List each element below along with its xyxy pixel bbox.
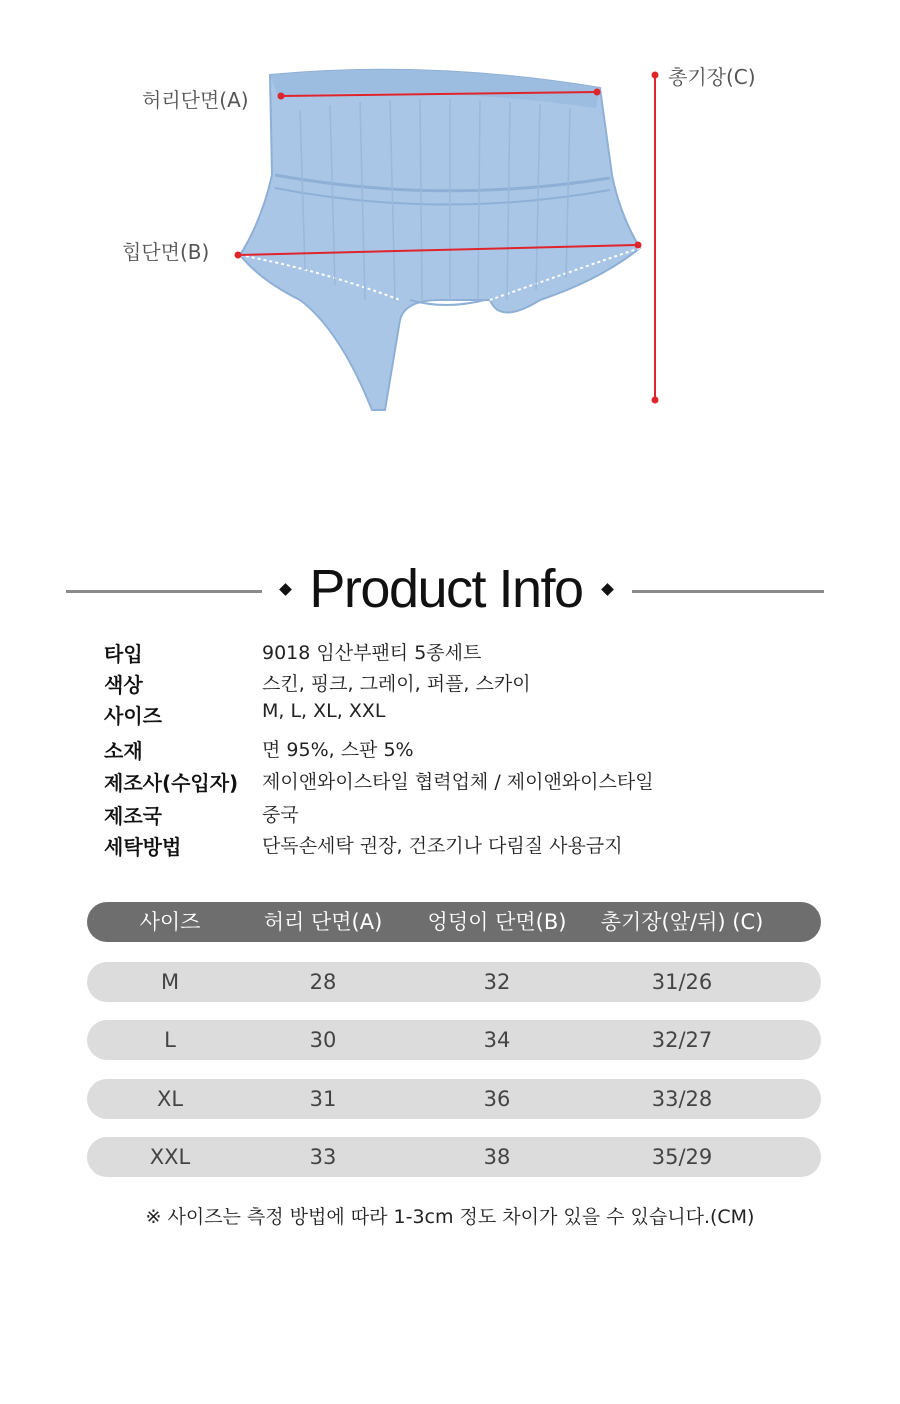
hip-marker-right xyxy=(635,242,642,249)
table-cell: L xyxy=(164,1028,176,1052)
table-cell: XL xyxy=(156,1087,184,1111)
spec-key: 사이즈 xyxy=(104,704,162,728)
header-cell: 총기장(앞/뒤) (C) xyxy=(600,910,764,934)
spec-row-size xyxy=(104,700,804,730)
length-marker-top xyxy=(652,72,659,79)
spec-value: M, L, XL, XXL xyxy=(262,700,386,722)
size-table-header xyxy=(87,902,821,942)
table-cell: XXL xyxy=(149,1145,191,1169)
diamond-icon xyxy=(279,583,292,596)
spec-key: 타입 xyxy=(104,642,143,666)
length-label: 총기장(C) xyxy=(668,65,756,89)
table-row xyxy=(87,1137,821,1177)
hip-marker-left xyxy=(235,252,242,259)
spec-row-washing xyxy=(104,831,804,861)
table-cell: 33/28 xyxy=(651,1087,713,1111)
length-marker-bottom xyxy=(652,397,659,404)
product-info-title: Product Info xyxy=(309,559,583,619)
spec-key: 세탁방법 xyxy=(104,835,182,859)
product-info-heading xyxy=(66,556,824,622)
table-cell: 32 xyxy=(483,970,511,994)
heading-divider-right xyxy=(632,590,824,593)
spec-value: 스킨, 핑크, 그레이, 퍼플, 스카이 xyxy=(262,673,531,695)
table-cell: 33 xyxy=(309,1145,337,1169)
heading-divider-left xyxy=(66,590,262,593)
spec-row-manufacturer xyxy=(104,767,804,797)
spec-value: 중국 xyxy=(262,804,299,826)
waist-label: 허리단면(A) xyxy=(142,88,249,112)
table-cell: 28 xyxy=(309,970,337,994)
table-cell: 31 xyxy=(309,1087,337,1111)
measurement-diagram xyxy=(0,0,900,470)
table-row xyxy=(87,962,821,1002)
waist-marker-right xyxy=(594,89,601,96)
diamond-icon xyxy=(601,583,614,596)
table-cell: M xyxy=(160,970,180,994)
table-cell: 32/27 xyxy=(651,1028,713,1052)
table-cell: 36 xyxy=(483,1087,511,1111)
table-cell: 38 xyxy=(483,1145,511,1169)
header-cell: 엉덩이 단면(B) xyxy=(427,910,567,934)
spec-row-origin xyxy=(104,800,804,830)
header-cell: 허리 단면(A) xyxy=(263,910,383,934)
table-cell: 31/26 xyxy=(651,970,713,994)
spec-key: 소재 xyxy=(104,739,143,763)
spec-value: 제이앤와이스타일 협력업체 / 제이앤와이스타일 xyxy=(262,771,654,793)
table-row xyxy=(87,1079,821,1119)
header-cell: 사이즈 xyxy=(139,910,201,934)
spec-value: 면 95%, 스판 5% xyxy=(262,739,414,761)
table-row xyxy=(87,1020,821,1060)
spec-key: 제조사(수입자) xyxy=(104,771,239,795)
hip-label: 힙단면(B) xyxy=(122,240,210,264)
table-cell: 35/29 xyxy=(651,1145,713,1169)
underwear-illustration xyxy=(0,0,900,470)
spec-value: 9018 임산부팬티 5종세트 xyxy=(262,642,482,664)
spec-row-color xyxy=(104,669,804,699)
table-cell: 34 xyxy=(483,1028,511,1052)
spec-row-type xyxy=(104,638,804,668)
spec-value: 단독손세탁 권장, 건조기나 다림질 사용금지 xyxy=(262,835,623,857)
spec-key: 색상 xyxy=(104,673,143,697)
size-disclaimer-note: ※ 사이즈는 측정 방법에 따라 1-3cm 정도 차이가 있을 수 있습니다.(CM) xyxy=(145,1206,755,1228)
table-cell: 30 xyxy=(309,1028,337,1052)
waist-marker-left xyxy=(278,93,285,100)
spec-row-material xyxy=(104,735,804,765)
spec-key: 제조국 xyxy=(104,804,162,828)
